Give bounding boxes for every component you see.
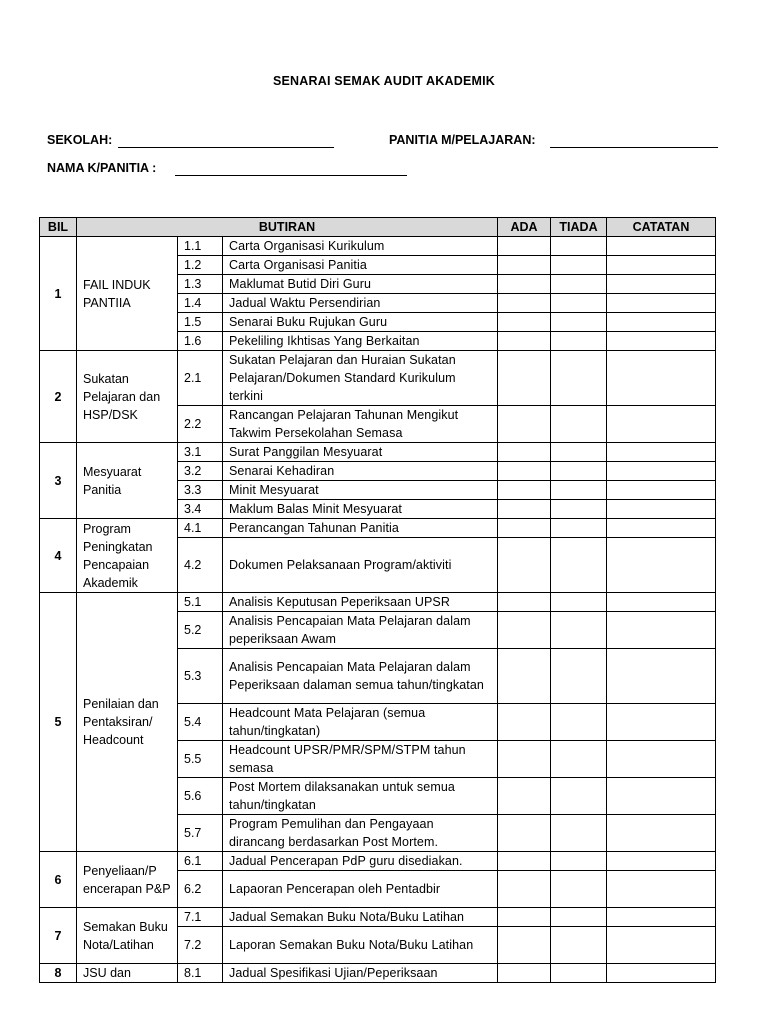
item-description: Headcount UPSR/PMR/SPM/STPM tahun semasa (223, 741, 498, 778)
tiada-cell[interactable] (551, 815, 607, 852)
item-number: 1.6 (178, 332, 223, 351)
catatan-cell[interactable] (607, 481, 716, 500)
ada-cell[interactable] (498, 443, 551, 462)
ada-cell[interactable] (498, 593, 551, 612)
item-description: Maklumat Butid Diri Guru (223, 275, 498, 294)
table-row (40, 908, 716, 927)
item-description: Perancangan Tahunan Panitia (223, 519, 498, 538)
catatan-cell[interactable] (607, 593, 716, 612)
section-number: 7 (40, 908, 77, 964)
item-description: Laporan Semakan Buku Nota/Buku Latihan (223, 927, 498, 964)
item-description: Analisis Pencapaian Mata Pelajaran dalam peperiksaan Awam (223, 612, 498, 649)
catatan-cell[interactable] (607, 649, 716, 704)
ada-cell[interactable] (498, 500, 551, 519)
tiada-cell[interactable] (551, 649, 607, 704)
item-description: Jadual Spesifikasi Ujian/Peperiksaan (223, 964, 498, 983)
tiada-cell[interactable] (551, 406, 607, 443)
tiada-cell[interactable] (551, 778, 607, 815)
ada-cell[interactable] (498, 815, 551, 852)
item-number: 1.2 (178, 256, 223, 275)
section-category: FAIL INDUK PANTIIA (77, 237, 178, 351)
catatan-cell[interactable] (607, 927, 716, 964)
section-number: 5 (40, 593, 77, 852)
sekolah-input-line[interactable] (118, 147, 334, 148)
item-description: Lapaoran Pencerapan oleh Pentadbir (223, 871, 498, 908)
section-category: Sukatan Pelajaran dan HSP/DSK (77, 351, 178, 443)
section-number: 1 (40, 237, 77, 351)
tiada-cell[interactable] (551, 852, 607, 871)
ada-cell[interactable] (498, 741, 551, 778)
ada-cell[interactable] (498, 256, 551, 275)
item-number: 1.1 (178, 237, 223, 256)
item-number: 5.2 (178, 612, 223, 649)
item-number: 2.2 (178, 406, 223, 443)
catatan-cell[interactable] (607, 964, 716, 983)
item-number: 7.1 (178, 908, 223, 927)
ada-cell[interactable] (498, 237, 551, 256)
item-description: Rancangan Pelajaran Tahunan Mengikut Takwim Persekolahan Semasa (223, 406, 498, 443)
ada-cell[interactable] (498, 612, 551, 649)
tiada-cell[interactable] (551, 538, 607, 593)
tiada-cell[interactable] (551, 704, 607, 741)
section-category: JSU dan (77, 964, 178, 983)
audit-checklist-table (39, 217, 716, 983)
section-number: 2 (40, 351, 77, 443)
tiada-cell[interactable] (551, 481, 607, 500)
tiada-cell[interactable] (551, 908, 607, 927)
panitia-label: PANITIA M/PELAJARAN: (389, 133, 536, 147)
section-number: 8 (40, 964, 77, 983)
catatan-cell[interactable] (607, 815, 716, 852)
header-catatan: CATATAN (607, 218, 716, 237)
item-description: Analisis Pencapaian Mata Pelajaran dalam Peperiksaan dalaman semua tahun/tingkatan (223, 649, 498, 704)
item-number: 1.3 (178, 275, 223, 294)
catatan-cell[interactable] (607, 871, 716, 908)
catatan-cell[interactable] (607, 852, 716, 871)
item-description: Maklum Balas Minit Mesyuarat (223, 500, 498, 519)
item-description: Jadual Waktu Persendirian (223, 294, 498, 313)
catatan-cell[interactable] (607, 778, 716, 815)
table-row (40, 593, 716, 612)
tiada-cell[interactable] (551, 332, 607, 351)
header-butiran: BUTIRAN (77, 218, 498, 237)
tiada-cell[interactable] (551, 443, 607, 462)
panitia-input-line[interactable] (550, 147, 718, 148)
item-description: Post Mortem dilaksanakan untuk semua tahun/tingkatan (223, 778, 498, 815)
tiada-cell[interactable] (551, 593, 607, 612)
item-description: Sukatan Pelajaran dan Huraian Sukatan Pelajaran/Dokumen Standard Kurikulum terkini (223, 351, 498, 406)
section-category: Semakan Buku Nota/Latihan (77, 908, 178, 964)
item-number: 3.2 (178, 462, 223, 481)
catatan-cell[interactable] (607, 908, 716, 927)
item-number: 3.4 (178, 500, 223, 519)
catatan-cell[interactable] (607, 237, 716, 256)
tiada-cell[interactable] (551, 462, 607, 481)
catatan-cell[interactable] (607, 612, 716, 649)
ada-cell[interactable] (498, 778, 551, 815)
item-description: Pekeliling Ikhtisas Yang Berkaitan (223, 332, 498, 351)
ada-cell[interactable] (498, 519, 551, 538)
item-description: Minit Mesyuarat (223, 481, 498, 500)
nama-label: NAMA K/PANITIA : (47, 161, 157, 175)
ada-cell[interactable] (498, 852, 551, 871)
item-number: 5.7 (178, 815, 223, 852)
item-number: 5.4 (178, 704, 223, 741)
catatan-cell[interactable] (607, 704, 716, 741)
catatan-cell[interactable] (607, 538, 716, 593)
item-description: Carta Organisasi Kurikulum (223, 237, 498, 256)
table-body (40, 237, 716, 983)
item-description: Carta Organisasi Panitia (223, 256, 498, 275)
ada-cell[interactable] (498, 908, 551, 927)
catatan-cell[interactable] (607, 443, 716, 462)
table-row (40, 519, 716, 538)
tiada-cell[interactable] (551, 500, 607, 519)
tiada-cell[interactable] (551, 256, 607, 275)
item-number: 1.4 (178, 294, 223, 313)
ada-cell[interactable] (498, 462, 551, 481)
item-description: Headcount Mata Pelajaran (semua tahun/tingkatan) (223, 704, 498, 741)
catatan-cell[interactable] (607, 741, 716, 778)
item-number: 5.5 (178, 741, 223, 778)
tiada-cell[interactable] (551, 275, 607, 294)
item-number: 6.1 (178, 852, 223, 871)
tiada-cell[interactable] (551, 351, 607, 406)
item-description: Senarai Buku Rujukan Guru (223, 313, 498, 332)
catatan-cell[interactable] (607, 500, 716, 519)
ada-cell[interactable] (498, 538, 551, 593)
item-number: 2.1 (178, 351, 223, 406)
item-description: Jadual Semakan Buku Nota/Buku Latihan (223, 908, 498, 927)
section-category: Mesyuarat Panitia (77, 443, 178, 519)
section-category: Penyeliaan/P encerapan P&P (77, 852, 178, 908)
table-row (40, 351, 716, 406)
header-bil: BIL (40, 218, 77, 237)
table-row (40, 237, 716, 256)
tiada-cell[interactable] (551, 237, 607, 256)
nama-input-line[interactable] (175, 175, 407, 176)
document-title: SENARAI SEMAK AUDIT AKADEMIK (272, 74, 496, 88)
catatan-cell[interactable] (607, 332, 716, 351)
catatan-cell[interactable] (607, 294, 716, 313)
item-number: 5.3 (178, 649, 223, 704)
catatan-cell[interactable] (607, 256, 716, 275)
table-row (40, 964, 716, 983)
section-number: 3 (40, 443, 77, 519)
table-header-row (40, 218, 716, 237)
tiada-cell[interactable] (551, 612, 607, 649)
tiada-cell[interactable] (551, 964, 607, 983)
item-number: 4.2 (178, 538, 223, 593)
ada-cell[interactable] (498, 649, 551, 704)
header-tiada: TIADA (551, 218, 607, 237)
ada-cell[interactable] (498, 964, 551, 983)
item-description: Jadual Pencerapan PdP guru disediakan. (223, 852, 498, 871)
item-number: 5.1 (178, 593, 223, 612)
ada-cell[interactable] (498, 927, 551, 964)
table-row (40, 443, 716, 462)
section-number: 6 (40, 852, 77, 908)
tiada-cell[interactable] (551, 741, 607, 778)
item-number: 5.6 (178, 778, 223, 815)
section-category: Penilaian dan Pentaksiran/ Headcount (77, 593, 178, 852)
ada-cell[interactable] (498, 406, 551, 443)
item-number: 6.2 (178, 871, 223, 908)
ada-cell[interactable] (498, 481, 551, 500)
catatan-cell[interactable] (607, 275, 716, 294)
tiada-cell[interactable] (551, 871, 607, 908)
item-description: Surat Panggilan Mesyuarat (223, 443, 498, 462)
ada-cell[interactable] (498, 332, 551, 351)
item-number: 3.1 (178, 443, 223, 462)
item-description: Program Pemulihan dan Pengayaan dirancang berdasarkan Post Mortem. (223, 815, 498, 852)
tiada-cell[interactable] (551, 927, 607, 964)
catatan-cell[interactable] (607, 351, 716, 406)
item-number: 4.1 (178, 519, 223, 538)
header-ada: ADA (498, 218, 551, 237)
sekolah-label: SEKOLAH: (47, 133, 113, 147)
item-number: 3.3 (178, 481, 223, 500)
tiada-cell[interactable] (551, 313, 607, 332)
catatan-cell[interactable] (607, 406, 716, 443)
ada-cell[interactable] (498, 351, 551, 406)
section-category: Program Peningkatan Pencapaian Akademik (77, 519, 178, 593)
ada-cell[interactable] (498, 313, 551, 332)
section-number: 4 (40, 519, 77, 593)
table-row (40, 852, 716, 871)
ada-cell[interactable] (498, 704, 551, 741)
ada-cell[interactable] (498, 275, 551, 294)
tiada-cell[interactable] (551, 519, 607, 538)
item-number: 7.2 (178, 927, 223, 964)
ada-cell[interactable] (498, 871, 551, 908)
item-description: Dokumen Pelaksanaan Program/aktiviti (223, 538, 498, 593)
item-description: Senarai Kehadiran (223, 462, 498, 481)
ada-cell[interactable] (498, 294, 551, 313)
catatan-cell[interactable] (607, 462, 716, 481)
item-number: 1.5 (178, 313, 223, 332)
item-description: Analisis Keputusan Peperiksaan UPSR (223, 593, 498, 612)
item-number: 8.1 (178, 964, 223, 983)
catatan-cell[interactable] (607, 313, 716, 332)
tiada-cell[interactable] (551, 294, 607, 313)
catatan-cell[interactable] (607, 519, 716, 538)
